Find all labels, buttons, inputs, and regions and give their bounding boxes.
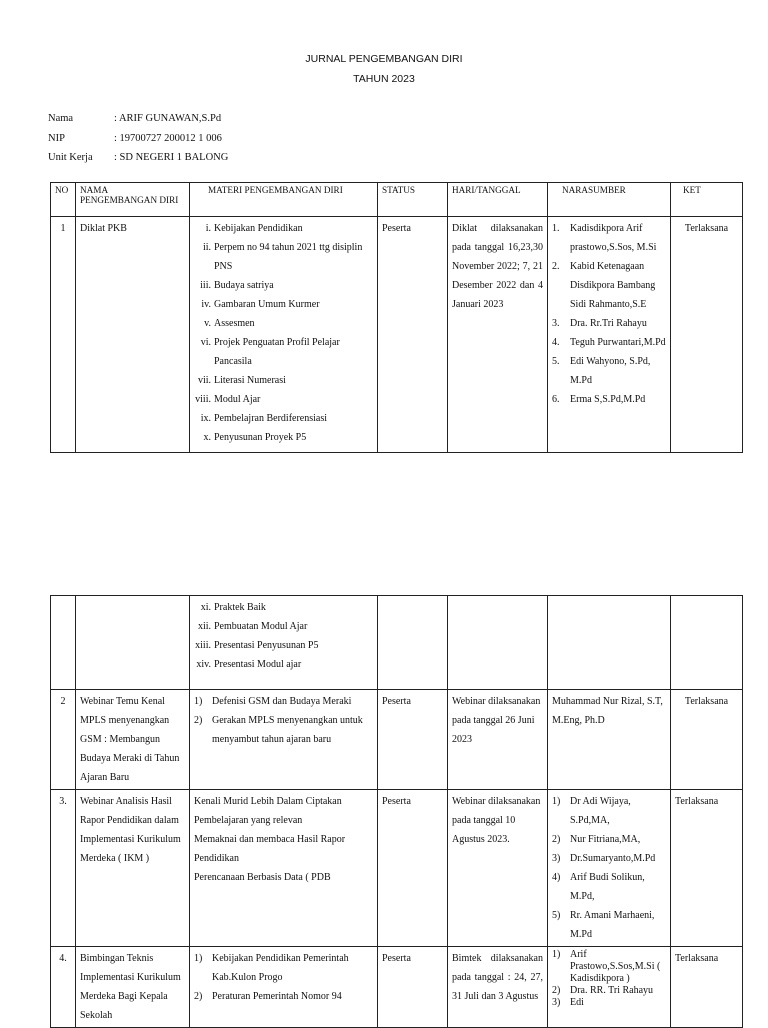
row-ket: Terlaksana [671,790,743,947]
list-item [194,636,373,655]
row-tanggal: Bimtek dilaksanakan pada tanggal : 24, 27, 31 Juli dan 3 Agustus [448,947,548,1028]
row-narasumber [548,596,671,690]
row-tanggal: Webinar dilaksanakan pada tanggal 26 Juni 2023 [448,690,548,790]
row-no [51,596,76,690]
list-item-text: Pembelajran Berdiferensiasi [214,413,328,424]
row-tanggal: Webinar dilaksanakan pada tanggal 10 Agustus 2023. [448,790,548,947]
row-nama: Diklat PKB [76,217,190,453]
list-item-text: Defenisi GSM dan Budaya Meraki [212,696,352,707]
list-item-number: 3) [552,997,561,1008]
row-no: 1 [51,217,76,453]
list-item [552,906,666,944]
list-item-text: Dra. Rr.Tri Rahayu [570,318,647,329]
info-nip [48,133,222,144]
row-materi [190,947,378,1028]
list-item-number: 5. [552,356,560,367]
list-item [552,830,666,849]
row-no: 3. [51,790,76,947]
list-item-text: Rr. Amani Marhaeni, M.Pd [570,910,655,940]
list-item-number: 1) [194,696,203,707]
list-item [552,352,666,390]
row-materi [190,790,378,947]
list-item-number: viii. [195,394,211,405]
list-item-number: 1. [552,223,560,234]
row-ket [671,596,743,690]
list-item-number: vii. [197,375,211,386]
row-materi [190,217,378,453]
nip-value: : 19700727 200012 1 006 [114,133,222,144]
list-item-number: 2) [194,991,203,1002]
list-item [194,314,373,333]
narasumber-list [552,219,666,409]
row-nama: Webinar Analisis Hasil Rapor Pendidikan dalam Implementasi Kurikulum Merdeka ( IKM ) [76,790,190,947]
list-item [194,219,373,238]
list-item [194,238,373,276]
col-header-narasumber: NARASUMBER [548,183,671,217]
table-header-row [51,183,743,217]
list-item-number: ii. [202,242,211,253]
nama-label: Nama [48,113,74,124]
list-item [194,655,373,674]
list-item-text: Gerakan MPLS menyenangkan untuk menyambut tahun ajaran baru [212,715,363,745]
row-ket: Terlaksana [671,947,743,1028]
list-item-number: xiii. [195,640,211,651]
list-item [552,257,666,314]
col-header-no: NO [51,183,76,217]
list-item [552,849,666,868]
row-narasumber: Muhammad Nur Rizal, S.T, M.Eng, Ph.D [548,690,671,790]
list-item-number: ix. [200,413,211,424]
row-no: 2 [51,690,76,790]
row-narasumber [548,217,671,453]
list-item-text: Dr.Sumaryanto,M.Pd [570,853,656,864]
document-title: JURNAL PENGEMBANGAN DIRI [305,53,463,65]
journal-table-part-1 [50,182,743,453]
list-item-text: Edi [570,997,584,1008]
materi-list [194,219,373,447]
col-header-nama: NAMA PENGEMBANGAN DIRI [76,183,190,217]
materi-list [194,949,373,1006]
row-nama: Webinar Temu Kenal MPLS menyenangkan GSM : Membangun Budaya Meraki di Tahun Ajaran Baru [76,690,190,790]
row-status [378,596,448,690]
row-ket: Terlaksana [671,217,743,453]
document-year: TAHUN 2023 [353,73,415,85]
list-item [552,314,666,333]
list-item [552,985,666,997]
narasumber-list [552,792,666,944]
unit-kerja-label: Unit Kerja [48,152,93,163]
list-item-number: v. [204,318,211,329]
row-nama [76,596,190,690]
list-item-number: 1) [194,953,203,964]
list-item-text: Peraturan Pemerintah Nomor 94 [212,991,342,1002]
row-narasumber [548,790,671,947]
info-unit-kerja [48,152,228,163]
list-item-number: x. [203,432,211,443]
info-nama [48,113,221,124]
col-header-status: STATUS [378,183,448,217]
list-item-text: Budaya satriya [214,280,274,291]
row-materi [190,596,378,690]
list-item-number: 3) [552,853,561,864]
list-item-number: 3. [552,318,560,329]
list-item-text: Assesmen [214,318,255,329]
row-tanggal [448,596,548,690]
list-item-text: Presentasi Modul ajar [214,659,302,670]
list-item [552,868,666,906]
list-item [552,219,666,257]
list-item-number: xii. [197,621,211,632]
list-item-text: Modul Ajar [214,394,261,405]
list-item-text: Edi Wahyono, S.Pd, M.Pd [570,356,651,386]
row-ket: Terlaksana [671,690,743,790]
list-item [194,295,373,314]
list-item-text: Teguh Purwantari,M.Pd [570,337,666,348]
nama-value: : ARIF GUNAWAN,S.Pd [114,113,222,124]
list-item [194,428,373,447]
table-row [51,947,743,1028]
list-item [194,617,373,636]
journal-table-part-2 [50,595,743,1028]
list-item-text: Pembuatan Modul Ajar [214,621,308,632]
list-item [194,692,373,711]
list-item [194,276,373,295]
list-item-number: xiv. [196,659,211,670]
table-row [51,217,743,453]
list-item [194,949,373,987]
col-header-ket: KET [671,183,743,217]
list-item-text: Presentasi Penyusunan P5 [214,640,319,651]
list-item-text: Kabid Ketenagaan Disdikpora Bambang Sidi Rahmanto,S.E [570,261,656,310]
materi-list [194,692,373,749]
list-item-number: iii. [200,280,211,291]
list-item [552,792,666,830]
list-item-text: Kebijakan Pendidikan Pemerintah Kab.Kulon Progo [212,953,349,983]
list-item-text: Kebijakan Pendidikan [214,223,303,234]
list-item-text: Arif Prastowo,S.Sos,M.Si ( Kadisdikpora ) [570,949,661,984]
materi-lines [194,792,373,887]
list-item-number: 2) [552,834,561,845]
list-item-text: Projek Penguatan Profil Pelajar Pancasila [214,337,340,367]
list-item-number: 2. [552,261,560,272]
list-item-number: 6. [552,394,560,405]
list-item [194,333,373,371]
list-item-text: Erma S,S.Pd,M.Pd [570,394,646,405]
materi-list [194,598,373,674]
list-item-number: 4) [552,872,561,883]
list-item [552,390,666,409]
row-nama: Bimbingan Teknis Implementasi Kurikulum Merdeka Bagi Kepala Sekolah [76,947,190,1028]
list-item [552,333,666,352]
list-item-number: 1) [552,949,561,960]
narasumber-list [552,949,666,1009]
table-row [51,596,743,690]
list-item-text: Gambaran Umum Kurmer [214,299,320,310]
list-item-number: 2) [194,715,203,726]
list-item-number: 2) [552,985,561,996]
list-item-text: Kadisdikpora Arif prastowo,S.Sos, M.Si [570,223,657,253]
list-item-number: vi. [200,337,211,348]
list-item-number: iv. [201,299,211,310]
list-item [194,987,373,1006]
list-item [194,711,373,749]
materi-line: Perencanaan Berbasis Data ( PDB [194,872,331,883]
list-item-number: 4. [552,337,560,348]
list-item [552,949,666,985]
row-no: 4. [51,947,76,1028]
list-item-text: Praktek Baik [214,602,266,613]
list-item-text: Dr Adi Wijaya, S.Pd,MA, [570,796,631,826]
list-item-number: xi. [200,602,211,613]
unit-kerja-value: : SD NEGERI 1 BALONG [114,152,229,163]
row-narasumber [548,947,671,1028]
list-item [552,997,666,1009]
list-item-text: Arif Budi Solikun, M.Pd, [570,872,645,902]
nip-label: NIP [48,133,65,144]
materi-line: Memaknai dan membaca Hasil Rapor Pendidikan [194,834,346,864]
row-materi [190,690,378,790]
table-row [51,790,743,947]
col-header-materi: MATERI PENGEMBANGAN DIRI [190,183,378,217]
list-item-text: Dra. RR. Tri Rahayu [570,985,654,996]
materi-line: Kenali Murid Lebih Dalam Ciptakan Pembelajaran yang relevan [194,796,342,826]
list-item [194,598,373,617]
list-item [194,371,373,390]
list-item-number: 5) [552,910,561,921]
list-item [194,390,373,409]
row-status: Peserta [378,217,448,453]
col-header-tanggal: HARI/TANGGAL [448,183,548,217]
list-item [194,409,373,428]
list-item-text: Nur Fitriana,MA, [570,834,641,845]
table-row [51,690,743,790]
list-item-text: Penyusunan Proyek P5 [214,432,307,443]
row-status: Peserta [378,790,448,947]
list-item-text: Perpem no 94 tahun 2021 ttg disiplin PNS [214,242,363,272]
list-item-number: 1) [552,796,561,807]
row-status: Peserta [378,947,448,1028]
list-item-number: i. [205,223,211,234]
row-status: Peserta [378,690,448,790]
list-item-text: Literasi Numerasi [214,375,286,386]
row-tanggal: Diklat dilaksanakan pada tanggal 16,23,30 November 2022; 7, 21 Desember 2022 dan 4 Januari 2023 [448,217,548,453]
